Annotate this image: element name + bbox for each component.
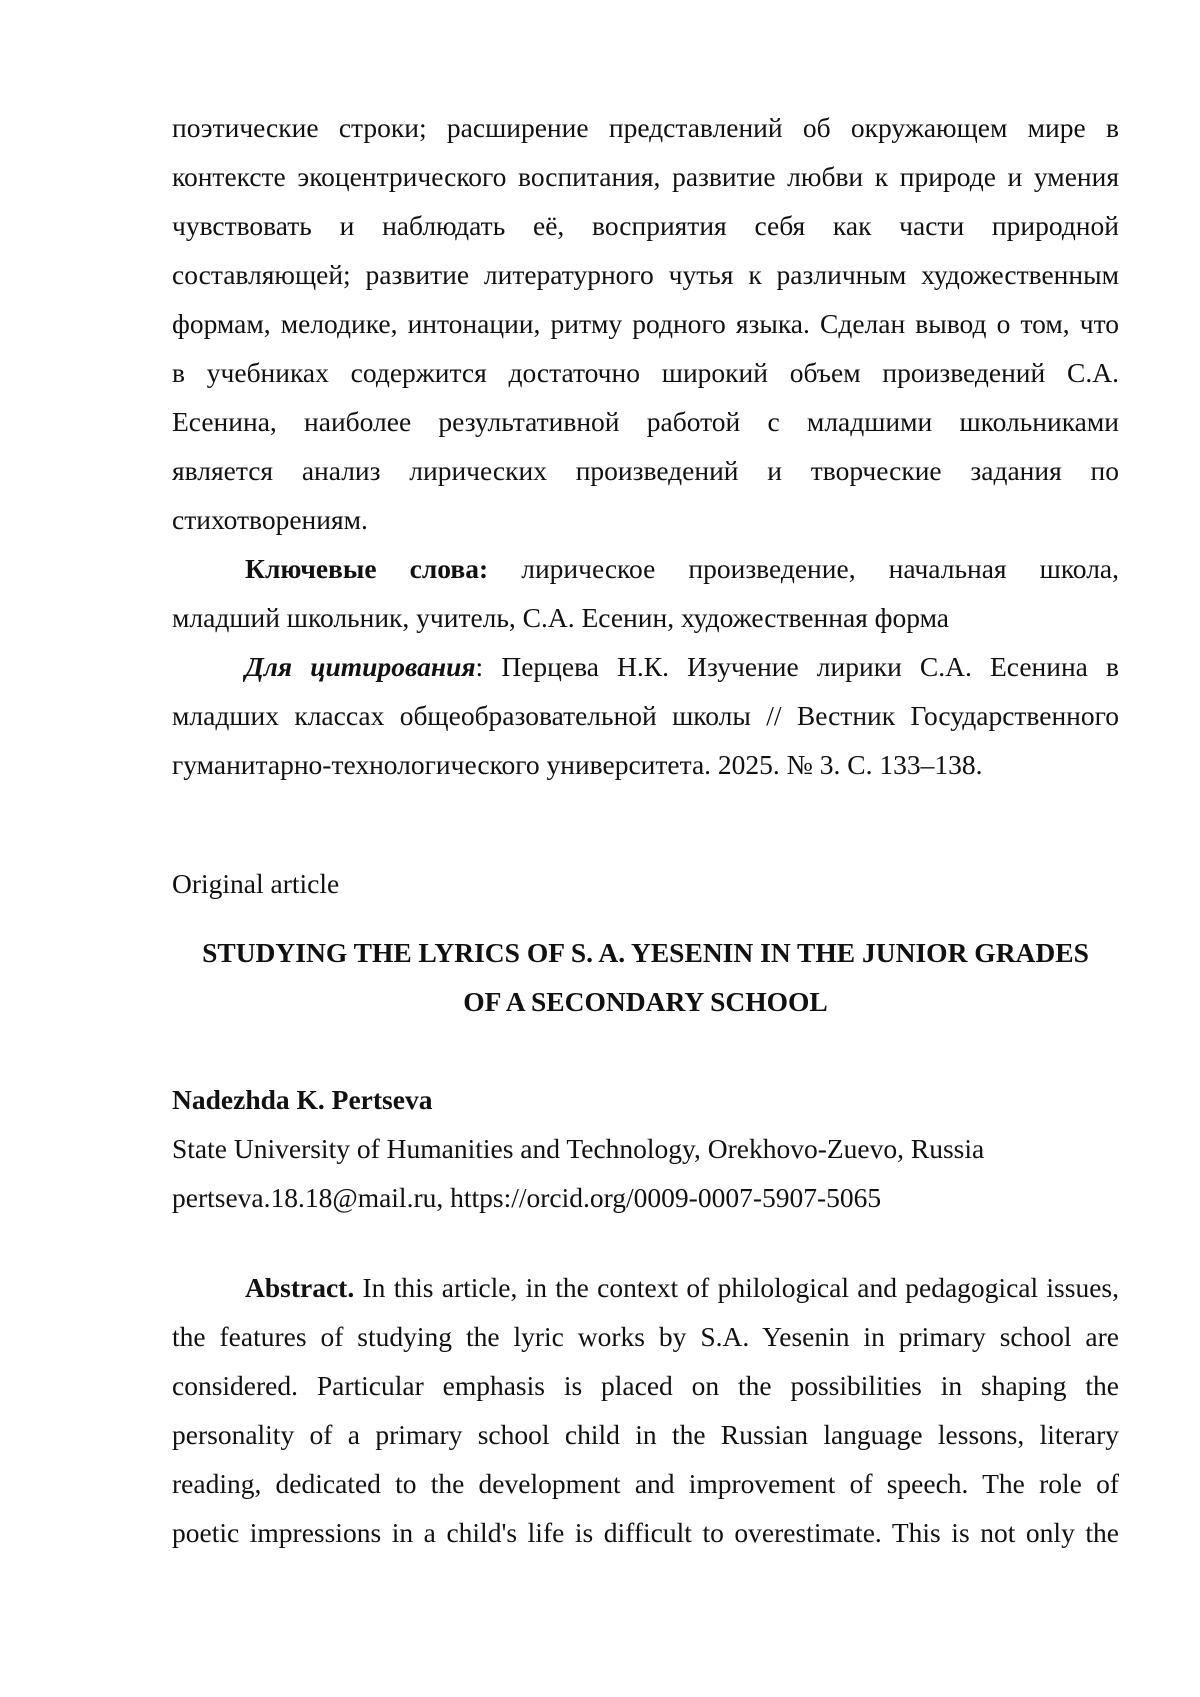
english-abstract bbox=[172, 1263, 1119, 1557]
author-block bbox=[172, 1075, 1119, 1222]
citation-label: Для цитирования bbox=[245, 651, 476, 682]
paragraph-line: формам, мелодике, интонации, ритму родного языка. Сделан вывод о том, что bbox=[172, 308, 1119, 339]
abstract-line: the features of studying the lyric works by S.A. Yesenin in primary school are bbox=[172, 1321, 1119, 1352]
abstract-line: poetic impressions in a child's life is difficult to overestimate. This is not only the bbox=[172, 1517, 1119, 1548]
paragraph-line: составляющей; развитие литературного чутья к различным художественным bbox=[172, 259, 1119, 290]
author-name: Nadezhda K. Pertseva bbox=[172, 1084, 433, 1115]
author-contact[interactable]: pertseva.18.18@mail.ru, https://orcid.org/0009-0007-5907-5065 bbox=[172, 1182, 882, 1213]
abstract-label: Abstract. bbox=[245, 1272, 355, 1303]
keywords-line: младший школьник, учитель, С.А. Есенин, художественная форма bbox=[172, 602, 949, 633]
title-line: STUDYING THE LYRICS OF S. A. YESENIN IN THE JUNIOR GRADES bbox=[202, 937, 1089, 968]
citation-line: Для цитирования: Перцева Н.К. Изучение лирики С.А. Есенина в bbox=[245, 651, 1120, 682]
russian-abstract-continuation bbox=[172, 103, 1119, 544]
article-type: Original article bbox=[172, 868, 340, 899]
paragraph-line: контексте экоцентрического воспитания, развитие любви к природе и умения bbox=[172, 161, 1119, 192]
citation-line: младших классах общеобразовательной школы // Вестник Государственного bbox=[172, 700, 1119, 731]
abstract-line: personality of a primary school child in the Russian language lessons, literary bbox=[172, 1419, 1119, 1450]
citation-section bbox=[172, 642, 1119, 789]
citation-text: Перцева Н.К. Изучение лирики С.А. Есенина в bbox=[501, 651, 1120, 682]
paragraph-line: поэтические строки; расширение представлений об окружающем мире в bbox=[172, 112, 1119, 143]
citation-line: гуманитарно-технологического университета. 2025. № 3. С. 133–138. bbox=[172, 749, 983, 780]
keywords-label: Ключевые слова: bbox=[245, 553, 489, 584]
abstract-line: considered. Particular emphasis is placed on the possibilities in shaping the bbox=[172, 1370, 1119, 1401]
keywords-section bbox=[172, 544, 1119, 642]
author-affiliation: State University of Humanities and Technology, Orekhovo-Zuevo, Russia bbox=[172, 1133, 985, 1164]
paragraph-line: чувствовать и наблюдать её, восприятия себя как части природной bbox=[172, 210, 1119, 241]
abstract-line: Abstract. In this article, in the context of philological and pedagogical issues, bbox=[245, 1272, 1119, 1303]
paragraph-line: стихотворениям. bbox=[172, 504, 368, 535]
abstract-line: reading, dedicated to the development and improvement of speech. The role of bbox=[172, 1468, 1119, 1499]
title-line: OF A SECONDARY SCHOOL bbox=[463, 986, 828, 1017]
article-title bbox=[172, 928, 1119, 1026]
paragraph-line: является анализ лирических произведений и творческие задания по bbox=[172, 455, 1119, 486]
paragraph-line: Есенина, наиболее результативной работой с младшими школьниками bbox=[172, 406, 1119, 437]
keywords-line bbox=[172, 544, 1119, 593]
keywords-text: лирическое произведение, начальная школа, bbox=[521, 553, 1119, 584]
paragraph-line: в учебниках содержится достаточно широкий объем произведений С.А. bbox=[172, 357, 1119, 388]
